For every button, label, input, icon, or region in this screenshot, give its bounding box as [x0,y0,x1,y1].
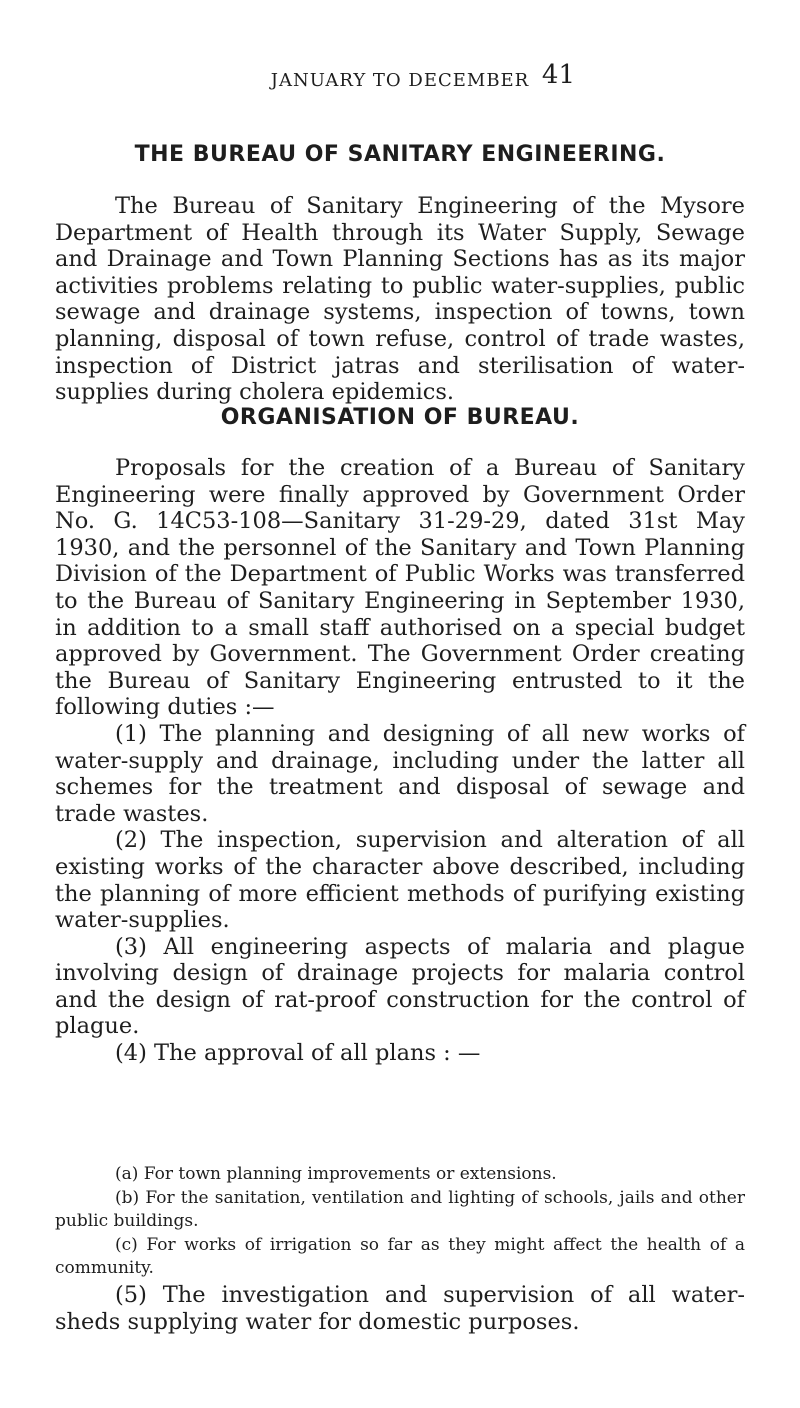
section-bureau-body [55,193,745,406]
section-organisation-body [55,455,745,1067]
section-heading-bureau: THE BUREAU OF SANITARY ENGINEERING. [134,142,666,167]
duty-item-1: (1) The planning and designing of all new works of water-supply and drainage, including under the latter all schemes for the treatment and disposal of sewage and trade wastes. [55,720,745,827]
section-organisation-body-end [55,1282,745,1335]
sub-item-c: (c) For works of irrigation so far as they might affect the health of a community. [55,1234,745,1278]
sub-item-a: (a) For town planning improvements or extensions. [115,1164,557,1184]
paragraph-organisation-intro: Proposals for the creation of a Bureau of Sanitary Engineering were finally approved by Government Order No. G. 14C53-108—Sanitary 31-29-29, dated 31st May 1930, and the personnel of the Sanitary and Town Planning Division of the Department of Public Works was transferred to the Bureau of Sanitary Engineering in September 1930, in addition to a small staff authorised on a special budget approved by Government. The Government Order creating the Bureau of Sanitary Engineering entrusted to it the following duties :— [55,455,745,721]
running-head-title: JANUARY TO DECEMBER [270,70,530,91]
duty-item-5: (5) The investigation and supervision of all water-sheds supplying water for domestic purposes. [55,1282,745,1335]
sub-item-b: (b) For the sanitation, ventilation and lighting of schools, jails and other public buildings. [55,1187,745,1231]
approval-subitems [55,1163,745,1281]
page-number: 41 [541,60,575,90]
duty-item-4: (4) The approval of all plans : — [115,1040,481,1067]
paragraph-bureau-intro: The Bureau of Sanitary Engineering of the Mysore Department of Health through its Water Supply, Sewage and Drainage and Town Planning Sections has as its major activities problems relating to public water-supplies, public sewage and drainage systems, inspection of towns, town planning, disposal of town refuse, control of trade wastes, inspection of District jatras and sterilisation of water-supplies during cholera epidemics. [55,193,745,406]
section-heading-organisation: ORGANISATION OF BUREAU. [220,405,580,430]
duty-item-2: (2) The inspection, supervision and alteration of all existing works of the character above described, including the planning of more efficient methods of purifying existing water-supplies. [55,827,745,934]
duty-item-3: (3) All engineering aspects of malaria and plague involving design of drainage projects for malaria control and the design of rat-proof construction for the control of plague. [55,933,745,1040]
